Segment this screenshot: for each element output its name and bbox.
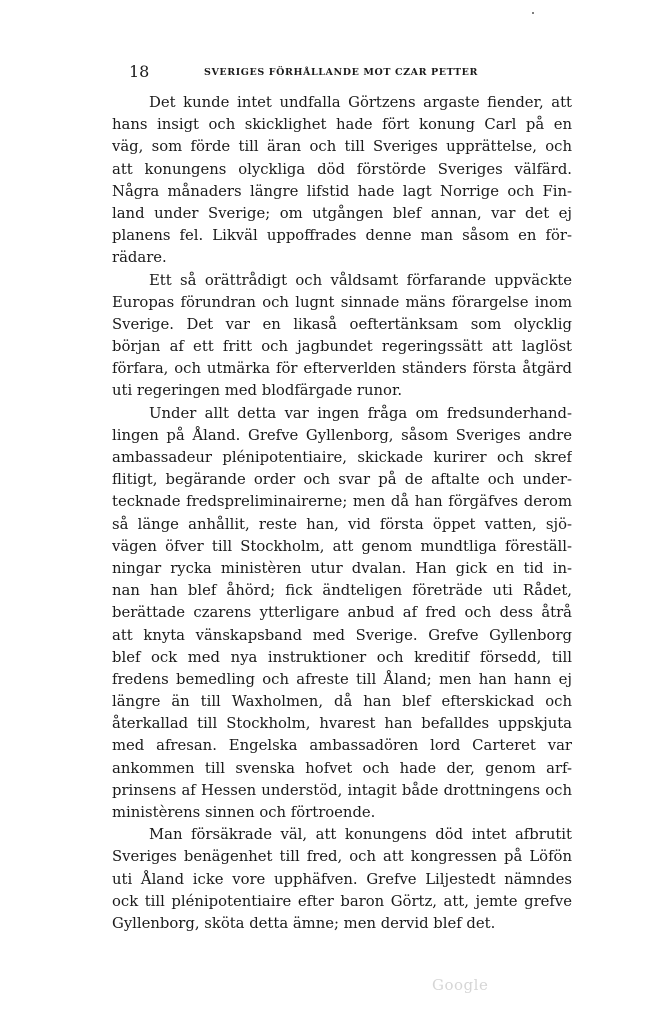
paragraph — [112, 92, 572, 270]
text-line: berättade czarens ytterligare anbud af fred och dess åtrå — [112, 604, 572, 622]
text-line: att konungens olyckliga död förstörde Sveriges välfärd. — [112, 160, 572, 178]
text-line: ministèrens sinnen och förtroende. — [112, 804, 376, 821]
text-line: rädare. — [112, 249, 167, 267]
text-line: planens fel. Likväl uppoffrades denne man såsom en för- — [112, 227, 572, 245]
text-line: förfara, och utmärka för efterverlden ständers första åtgärd — [112, 360, 572, 378]
text-line: flitigt, begärande order och svar på de aftalte och under- — [112, 471, 572, 489]
text-line: nan han blef åhörd; fick ändteligen företräde uti Rådet, — [112, 582, 572, 600]
text-line: ambassadeur plénipotentiaire, skickade kurirer och skref — [112, 449, 572, 466]
text-line: uti Åland icke vore upphäfven. Grefve Liljestedt nämndes — [112, 870, 572, 888]
text-line: Sveriges benägenhet till fred, och att kongressen på Löfön — [112, 848, 572, 866]
text-line: uti regeringen med blodfärgade runor. — [112, 382, 403, 400]
text-line: Man försäkrade väl, att konungens död intet afbrutit — [149, 826, 572, 844]
text-line: prinsens af Hessen understöd, intagit både drottningens och — [112, 781, 572, 799]
text-line: Det kunde intet undfalla Görtzens argaste fiender, att — [149, 94, 572, 111]
page-number: 18 — [129, 62, 150, 81]
text-line: vägen öfver till Stockholm, att genom mundtliga föreställ- — [112, 537, 572, 555]
text-line: ock till plénipotentiaire efter baron Görtz, att, jemte grefve — [112, 892, 572, 910]
text-line: ankommen till svenska hofvet och hade der, genom arf- — [112, 759, 572, 777]
page-header — [112, 60, 572, 84]
running-head: SVERIGES FÖRHÅLLANDE MOT CZAR PETTER — [204, 67, 478, 78]
text-line: längre än till Waxholmen, då han blef efterskickad och — [112, 693, 572, 711]
paragraph — [112, 824, 572, 935]
text-line: väg, som förde till äran och till Sveriges upprättelse, och — [112, 138, 572, 156]
text-line: land under Sverige; om utgången blef annan, var det ej — [112, 204, 572, 222]
text-line: så länge anhållit, reste han, vid första öppet vatten, sjö- — [112, 515, 572, 533]
paragraph — [112, 270, 572, 403]
text-line: Några månaders längre lifstid hade lagt Norrige och Fin- — [112, 182, 572, 200]
text-line: början af ett fritt och jagbundet regeringssätt att laglöst — [112, 338, 572, 356]
google-watermark: Google — [432, 976, 489, 994]
body-text — [112, 92, 572, 935]
text-line: lingen på Åland. Grefve Gyllenborg, såsom Sveriges andre — [112, 426, 572, 444]
text-line: Europas förundran och lugnt sinnade mäns förargelse inom — [112, 293, 572, 311]
text-line: återkallad till Stockholm, hvarest han befalldes uppskjuta — [112, 715, 572, 733]
text-line: Sverige. Det var en likaså oeftertänksam som olycklig — [112, 315, 572, 333]
text-line: att knyta vänskapsband med Sverige. Grefve Gyllenborg — [112, 626, 572, 644]
text-line: tecknade fredspreliminairerne; men då han förgäfves derom — [112, 493, 572, 511]
paper-speck — [532, 12, 534, 14]
paragraph — [112, 403, 572, 825]
text-line: Gyllenborg, sköta detta ämne; men dervid blef det. — [112, 914, 496, 932]
text-line: ningar rycka ministèren utur dvalan. Han gick en tid in- — [112, 559, 572, 577]
text-line: Under allt detta var ingen fråga om fredsunderhand- — [149, 404, 572, 422]
text-line: Ett så orättrådigt och våldsamt förfarande uppväckte — [149, 271, 572, 289]
text-line: blef ock med nya instruktioner och kreditif försedd, till — [112, 648, 572, 666]
text-line: hans insigt och skicklighet hade fört konung Carl på en — [112, 116, 572, 134]
text-line: fredens bemedling och afreste till Åland; men han hann ej — [112, 670, 572, 688]
text-line: med afresan. Engelska ambassadören lord Carteret var — [112, 737, 572, 755]
